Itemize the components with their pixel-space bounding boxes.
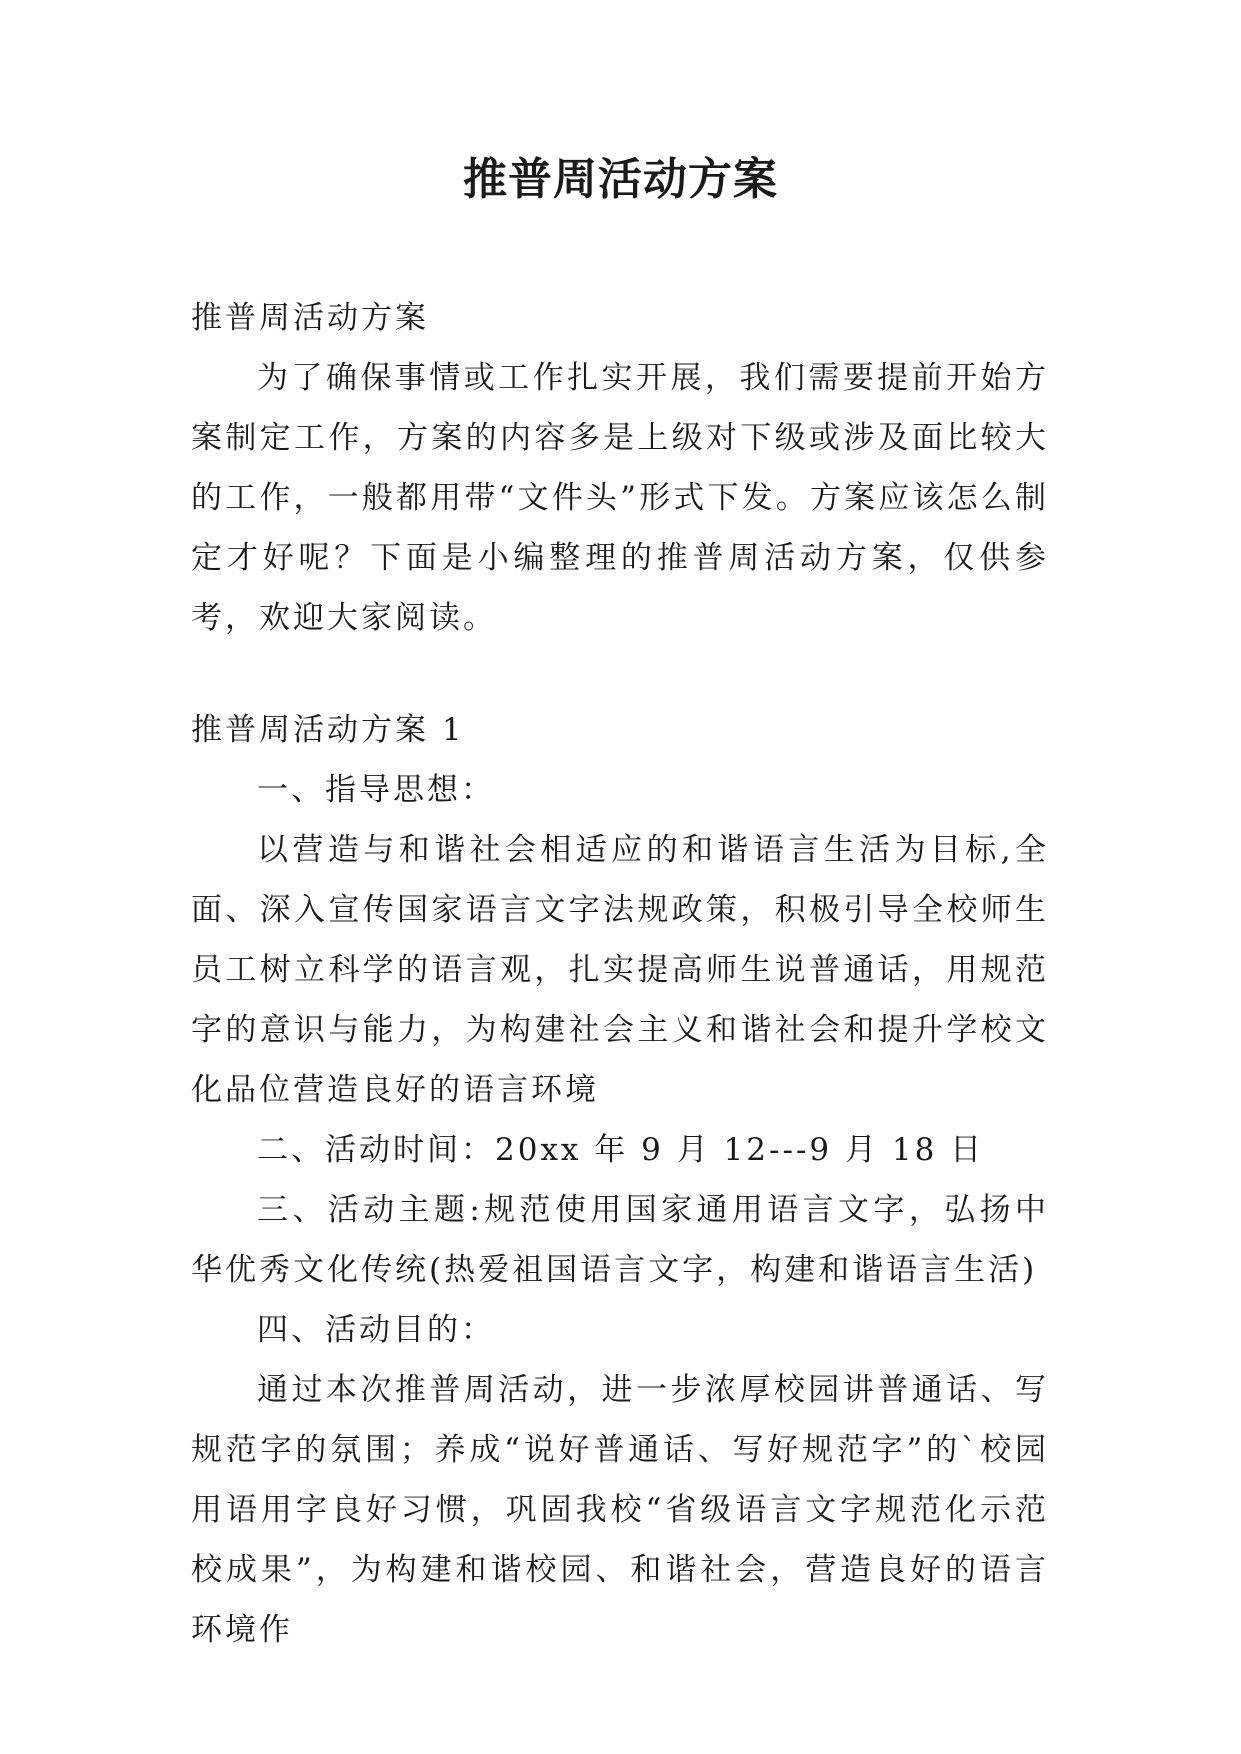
guiding-ideology-paragraph: 以营造与和谐社会相适应的和谐语言生活为目标,全面、深入宣传国家语言文字法规政策，积极引导全校师生员工树立科学的语言观，扎实提高师生说普通话，用规范字的意识与能力，为构建社会主义和谐社会和提升学校文化品位营造良好的语言环境	[191, 832, 1049, 1108]
section-heading: 推普周活动方案 1	[191, 712, 465, 748]
document-subtitle: 推普周活动方案	[191, 300, 429, 336]
activity-purpose-paragraph: 通过本次推普周活动，进一步浓厚校园讲普通话、写规范字的氛围；养成“说好普通话、写好规范字”的`校园用语用字良好习惯，巩固我校“省级语言文字规范化示范校成果”，为构建和谐校园、和谐社会，营造良好的语言环境作	[191, 1372, 1049, 1648]
guiding-ideology-heading: 一、指导思想：	[257, 772, 495, 808]
activity-purpose-heading: 四、活动目的：	[257, 1312, 495, 1348]
activity-time-paragraph: 二、活动时间：20xx 年 9 月 12---9 月 18 日	[257, 1132, 985, 1168]
document-title: 推普周活动方案	[463, 154, 778, 205]
intro-paragraph: 为了确保事情或工作扎实开展，我们需要提前开始方案制定工作，方案的内容多是上级对下级或涉及面比较大的工作，一般都用带“文件头”形式下发。方案应该怎么制定才好呢？下面是小编整理的推普周活动方案，仅供参考，欢迎大家阅读。	[191, 360, 1049, 636]
document-body	[191, 288, 1049, 1660]
activity-theme-paragraph: 三、活动主题:规范使用国家通用语言文字，弘扬中华优秀文化传统(热爱祖国语言文字，构建和谐语言生活)	[191, 1192, 1049, 1288]
